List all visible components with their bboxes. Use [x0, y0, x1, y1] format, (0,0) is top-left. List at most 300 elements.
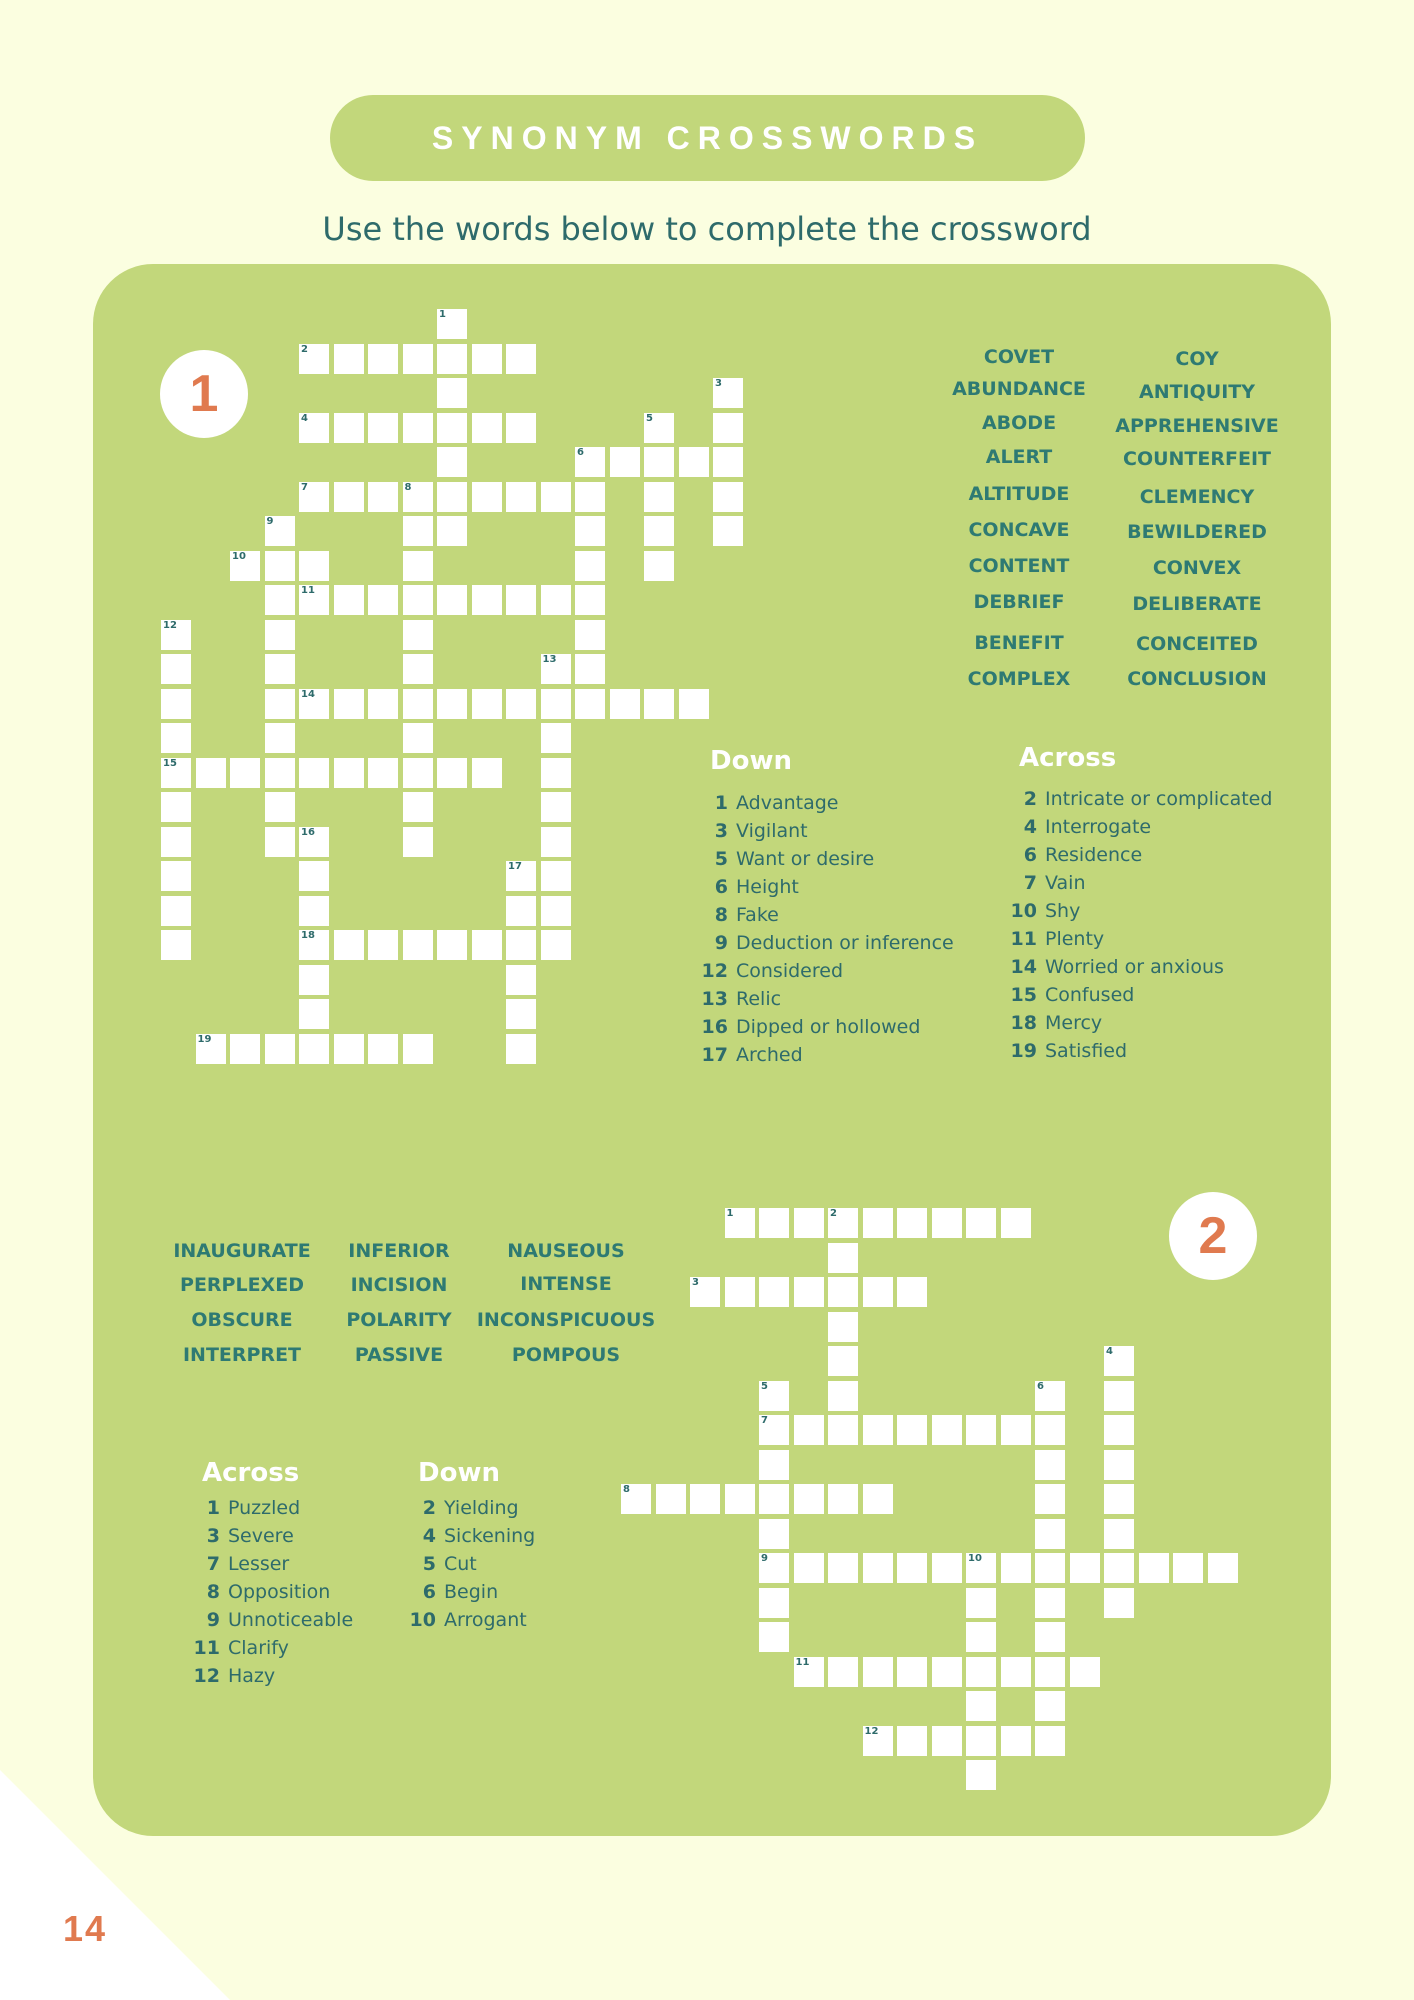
clue-item: 10 Arrogant [409, 1609, 527, 1631]
bank-word: INFERIOR [348, 1240, 450, 1262]
cell-number: 5 [646, 412, 653, 424]
crossword-cell[interactable] [161, 723, 191, 753]
crossword-cell[interactable] [575, 620, 605, 650]
crossword-cell[interactable] [713, 378, 743, 408]
crossword-cell[interactable] [265, 827, 295, 857]
crossword-cell[interactable] [897, 1553, 927, 1583]
puzzle-2-down-heading: Down [418, 1458, 500, 1488]
crossword-cell[interactable] [1001, 1657, 1031, 1687]
crossword-cell[interactable] [1104, 1450, 1134, 1480]
crossword-cell[interactable] [759, 1484, 789, 1514]
crossword-cell[interactable] [161, 827, 191, 857]
clue-item: 11 Clarify [193, 1637, 289, 1659]
crossword-cell[interactable] [403, 827, 433, 857]
cell-number: 3 [692, 1277, 699, 1288]
cell-number: 10 [968, 1553, 982, 1564]
bank-word: CONCAVE [968, 519, 1070, 541]
crossword-cell[interactable] [644, 447, 674, 477]
crossword-cell[interactable] [403, 723, 433, 753]
clue-item: 16 Dipped or hollowed [701, 1016, 921, 1038]
crossword-cell[interactable] [403, 585, 433, 615]
clue-item: 12 Considered [701, 960, 844, 982]
crossword-cell[interactable] [403, 654, 433, 684]
crossword-cell[interactable] [437, 482, 467, 512]
puzzle-2-down-clues [406, 1497, 535, 1637]
bank-word: DEBRIEF [973, 591, 1065, 613]
bank-word: INCISION [350, 1274, 448, 1296]
crossword-cell[interactable] [437, 930, 467, 960]
crossword-cell[interactable] [506, 1034, 536, 1064]
bank-word: BENEFIT [974, 632, 1064, 654]
crossword-cell[interactable] [334, 482, 364, 512]
bank-word: CONTENT [968, 555, 1070, 577]
crossword-cell[interactable] [1035, 1519, 1065, 1549]
bank-word: CONCEITED [1136, 633, 1258, 655]
crossword-cell[interactable] [472, 344, 502, 374]
crossword-cell[interactable] [334, 930, 364, 960]
clue-item: 2 Intricate or complicated [1023, 788, 1273, 810]
crossword-cell[interactable] [265, 689, 295, 719]
crossword-cell[interactable] [966, 1208, 996, 1238]
crossword-cell[interactable] [437, 447, 467, 477]
crossword-cell[interactable] [863, 1726, 893, 1756]
cell-number: 9 [761, 1553, 768, 1564]
crossword-cell[interactable] [1035, 1588, 1065, 1618]
bank-word: INAUGURATE [173, 1240, 311, 1262]
crossword-cell[interactable] [679, 689, 709, 719]
crossword-cell[interactable] [1035, 1484, 1065, 1514]
puzzle-2-across-heading: Across [202, 1458, 300, 1488]
cell-number: 5 [761, 1380, 768, 1392]
crossword-cell[interactable] [794, 1208, 824, 1238]
crossword-cell[interactable] [299, 896, 329, 926]
crossword-cell[interactable] [759, 1553, 789, 1583]
crossword-cell[interactable] [541, 792, 571, 822]
crossword-cell[interactable] [575, 654, 605, 684]
crossword-cell[interactable] [368, 930, 398, 960]
crossword-cell[interactable] [897, 1657, 927, 1687]
crossword-cell[interactable] [610, 689, 640, 719]
crossword-cell[interactable] [725, 1484, 755, 1514]
crossword-cell[interactable] [299, 965, 329, 995]
crossword-cell[interactable] [759, 1208, 789, 1238]
crossword-cell[interactable] [863, 1553, 893, 1583]
crossword-cell[interactable] [644, 551, 674, 581]
crossword-cell[interactable] [794, 1553, 824, 1583]
clue-item: 19 Satisfied [1010, 1040, 1128, 1062]
crossword-cell[interactable] [1001, 1553, 1031, 1583]
crossword-cell[interactable] [161, 896, 191, 926]
crossword-cell[interactable] [621, 1484, 651, 1514]
crossword-cell[interactable] [1035, 1691, 1065, 1721]
crossword-cell[interactable] [437, 585, 467, 615]
crossword-cell[interactable] [1001, 1208, 1031, 1238]
crossword-cell[interactable] [794, 1277, 824, 1307]
crossword-cell[interactable] [644, 413, 674, 443]
cell-number: 8 [404, 481, 412, 493]
crossword-cell[interactable] [541, 482, 571, 512]
crossword-cell[interactable] [334, 344, 364, 374]
crossword-cell[interactable] [1035, 1450, 1065, 1480]
puzzle-1-down-heading: Down [710, 746, 792, 776]
page-title: SYNONYM CROSSWORDS [431, 119, 984, 156]
crossword-cell[interactable] [506, 585, 536, 615]
crossword-cell[interactable] [575, 551, 605, 581]
clue-item: 17 Arched [701, 1044, 803, 1066]
bank-word: COUNTERFEIT [1123, 448, 1271, 470]
page-subtitle: Use the words below to complete the crossword [322, 210, 1092, 248]
crossword-cell[interactable] [759, 1450, 789, 1480]
bank-word: COMPLEX [967, 668, 1071, 690]
clue-item: 5 Want or desire [714, 848, 875, 870]
crossword-cell[interactable] [828, 1381, 858, 1411]
crossword-cell[interactable] [1139, 1553, 1169, 1583]
crossword-cell[interactable] [1104, 1346, 1134, 1376]
crossword-cell[interactable] [828, 1553, 858, 1583]
crossword-cell[interactable] [759, 1519, 789, 1549]
crossword-cell[interactable] [725, 1208, 755, 1238]
clue-item: 5 Cut [422, 1553, 477, 1575]
cell-number: 16 [301, 826, 315, 838]
puzzle-2-across-clues [190, 1497, 353, 1693]
crossword-cell[interactable] [437, 689, 467, 719]
crossword-cell[interactable] [1070, 1657, 1100, 1687]
crossword-cell[interactable] [334, 758, 364, 788]
crossword-cell[interactable] [575, 447, 605, 477]
crossword-cell[interactable] [541, 723, 571, 753]
crossword-cell[interactable] [403, 344, 433, 374]
crossword-cell[interactable] [1001, 1726, 1031, 1756]
crossword-cell[interactable] [161, 689, 191, 719]
crossword-cell[interactable] [299, 999, 329, 1029]
crossword-cell[interactable] [472, 482, 502, 512]
bank-word: ANTIQUITY [1138, 381, 1255, 403]
crossword-cell[interactable] [265, 585, 295, 615]
crossword-cell[interactable] [897, 1415, 927, 1445]
crossword-cell[interactable] [1070, 1553, 1100, 1583]
clue-item: 6 Residence [1023, 844, 1143, 866]
crossword-cell[interactable] [575, 585, 605, 615]
bank-word: ALERT [985, 446, 1053, 468]
bank-word: INTENSE [520, 1273, 612, 1295]
crossword-cell[interactable] [437, 516, 467, 546]
crossword-cell[interactable] [828, 1657, 858, 1687]
puzzle-1-badge: 1 [160, 350, 248, 438]
crossword-cell[interactable] [828, 1277, 858, 1307]
clue-item: 1 Advantage [714, 792, 839, 814]
crossword-cell[interactable] [575, 482, 605, 512]
crossword-cell[interactable] [541, 827, 571, 857]
crossword-cell[interactable] [932, 1208, 962, 1238]
crossword-cell[interactable] [196, 758, 226, 788]
clue-item: 7 Lesser [206, 1553, 290, 1575]
clue-item: 10 Shy [1010, 900, 1081, 922]
crossword-cell[interactable] [966, 1553, 996, 1583]
crossword-cell[interactable] [299, 689, 329, 719]
crossword-cell[interactable] [472, 689, 502, 719]
crossword-cell[interactable] [690, 1484, 720, 1514]
crossword-cell[interactable] [1104, 1588, 1134, 1618]
crossword-cell[interactable] [403, 516, 433, 546]
bank-word: CLEMENCY [1139, 486, 1255, 508]
crossword-cell[interactable] [368, 1034, 398, 1064]
cell-number: 6 [1037, 1380, 1044, 1392]
crossword-cell[interactable] [506, 861, 536, 891]
crossword-cell[interactable] [541, 689, 571, 719]
crossword-cell[interactable] [161, 930, 191, 960]
crossword-cell[interactable] [1035, 1726, 1065, 1756]
crossword-cell[interactable] [897, 1726, 927, 1756]
bank-word: NAUSEOUS [507, 1240, 625, 1262]
crossword-cell[interactable] [403, 1034, 433, 1064]
crossword-cell[interactable] [759, 1381, 789, 1411]
crossword-cell[interactable] [794, 1415, 824, 1445]
crossword-cell[interactable] [759, 1622, 789, 1652]
bank-word: CONCLUSION [1127, 668, 1267, 690]
crossword-cell[interactable] [403, 413, 433, 443]
crossword-cell[interactable] [932, 1657, 962, 1687]
crossword-cell[interactable] [334, 413, 364, 443]
crossword-cell[interactable] [299, 585, 329, 615]
crossword-cell[interactable] [161, 792, 191, 822]
cell-number: 6 [577, 447, 584, 458]
crossword-cell[interactable] [506, 689, 536, 719]
crossword-cell[interactable] [541, 896, 571, 926]
crossword-cell[interactable] [299, 861, 329, 891]
crossword-cell[interactable] [437, 758, 467, 788]
crossword-cell[interactable] [1035, 1415, 1065, 1445]
crossword-cell[interactable] [541, 585, 571, 615]
crossword-cell[interactable] [863, 1208, 893, 1238]
cell-number: 8 [623, 1484, 630, 1495]
crossword-cell[interactable] [403, 551, 433, 581]
crossword-cell[interactable] [644, 516, 674, 546]
crossword-cell[interactable] [966, 1622, 996, 1652]
crossword-cell[interactable] [161, 620, 191, 650]
crossword-cell[interactable] [644, 689, 674, 719]
crossword-cell[interactable] [506, 344, 536, 374]
crossword-cell[interactable] [472, 413, 502, 443]
clue-item: 7 Vain [1023, 872, 1086, 894]
crossword-cell[interactable] [794, 1657, 824, 1687]
clue-item: 4 Interrogate [1023, 816, 1152, 838]
crossword-cell[interactable] [656, 1484, 686, 1514]
bank-word: COVET [983, 346, 1055, 368]
crossword-cell[interactable] [932, 1415, 962, 1445]
cell-number: 12 [864, 1725, 879, 1737]
crossword-cell[interactable] [863, 1484, 893, 1514]
crossword-cell[interactable] [506, 413, 536, 443]
clue-item: 14 Worried or anxious [1010, 956, 1224, 978]
crossword-cell[interactable] [265, 1034, 295, 1064]
crossword-cell[interactable] [966, 1760, 996, 1790]
crossword-cell[interactable] [368, 344, 398, 374]
crossword-cell[interactable] [1104, 1484, 1134, 1514]
crossword-cell[interactable] [966, 1726, 996, 1756]
crossword-cell[interactable] [265, 516, 295, 546]
bank-word: PERPLEXED [180, 1274, 304, 1296]
bank-word: ABUNDANCE [952, 378, 1086, 400]
clue-item: 12 Hazy [193, 1665, 276, 1687]
crossword-cell[interactable] [966, 1415, 996, 1445]
bank-word: POLARITY [346, 1309, 452, 1331]
crossword-cell[interactable] [403, 620, 433, 650]
crossword-cell[interactable] [1104, 1519, 1134, 1549]
clue-item: 11 Plenty [1010, 928, 1105, 950]
crossword-cell[interactable] [1035, 1553, 1065, 1583]
crossword-cell[interactable] [966, 1691, 996, 1721]
crossword-cell[interactable] [265, 792, 295, 822]
crossword-cell[interactable] [437, 413, 467, 443]
crossword-cell[interactable] [368, 585, 398, 615]
crossword-cell[interactable] [230, 551, 260, 581]
crossword-cell[interactable] [368, 758, 398, 788]
crossword-cell[interactable] [1035, 1381, 1065, 1411]
clue-item: 8 Opposition [206, 1581, 331, 1603]
crossword-cell[interactable] [472, 930, 502, 960]
crossword-cell[interactable] [334, 1034, 364, 1064]
crossword-cell[interactable] [403, 482, 433, 512]
crossword-cell[interactable] [541, 930, 571, 960]
crossword-cell[interactable] [437, 344, 467, 374]
crossword-cell[interactable] [713, 413, 743, 443]
crossword-cell[interactable] [828, 1415, 858, 1445]
crossword-cell[interactable] [828, 1208, 858, 1238]
crossword-cell[interactable] [437, 378, 467, 408]
crossword-cell[interactable] [196, 1034, 226, 1064]
crossword-cell[interactable] [161, 861, 191, 891]
crossword-cell[interactable] [265, 654, 295, 684]
clue-item: 9 Unnoticeable [206, 1609, 354, 1631]
clue-item: 1 Puzzled [206, 1497, 301, 1519]
crossword-cell[interactable] [506, 999, 536, 1029]
crossword-cell[interactable] [265, 620, 295, 650]
crossword-cell[interactable] [299, 930, 329, 960]
crossword-cell[interactable] [472, 585, 502, 615]
crossword-cell[interactable] [1104, 1381, 1134, 1411]
page-number: 14 [63, 1908, 108, 1949]
crossword-cell[interactable] [828, 1243, 858, 1273]
crossword-cell[interactable] [828, 1346, 858, 1376]
crossword-cell[interactable] [437, 309, 467, 339]
bank-word: INCONSPICUOUS [476, 1309, 656, 1331]
crossword-cell[interactable] [794, 1484, 824, 1514]
crossword-cell[interactable] [575, 516, 605, 546]
crossword-cell[interactable] [932, 1553, 962, 1583]
crossword-cell[interactable] [863, 1277, 893, 1307]
crossword-cell[interactable] [1104, 1415, 1134, 1445]
crossword-cell[interactable] [897, 1208, 927, 1238]
crossword-cell[interactable] [230, 1034, 260, 1064]
crossword-cell[interactable] [541, 654, 571, 684]
crossword-cell[interactable] [299, 758, 329, 788]
crossword-cell[interactable] [299, 482, 329, 512]
crossword-cell[interactable] [506, 896, 536, 926]
crossword-cell[interactable] [299, 551, 329, 581]
crossword-cell[interactable] [610, 447, 640, 477]
crossword-cell[interactable] [299, 344, 329, 374]
crossword-cell[interactable] [299, 1034, 329, 1064]
crossword-cell[interactable] [897, 1277, 927, 1307]
crossword-cell[interactable] [828, 1484, 858, 1514]
crossword-cell[interactable] [966, 1657, 996, 1687]
crossword-cell[interactable] [1173, 1553, 1203, 1583]
crossword-cell[interactable] [506, 965, 536, 995]
crossword-cell[interactable] [1104, 1553, 1134, 1583]
crossword-cell[interactable] [828, 1312, 858, 1342]
cell-number: 14 [301, 688, 315, 700]
cell-number: 11 [301, 585, 315, 596]
crossword-cell[interactable] [759, 1588, 789, 1618]
crossword-cell[interactable] [265, 758, 295, 788]
crossword-cell[interactable] [644, 482, 674, 512]
crossword-cell[interactable] [368, 689, 398, 719]
crossword-cell[interactable] [759, 1277, 789, 1307]
crossword-cell[interactable] [725, 1277, 755, 1307]
cell-number: 7 [761, 1415, 768, 1426]
crossword-cell[interactable] [265, 723, 295, 753]
bank-word: CONVEX [1152, 557, 1242, 579]
crossword-cell[interactable] [161, 758, 191, 788]
crossword-cell[interactable] [966, 1588, 996, 1618]
cell-number: 2 [830, 1208, 837, 1219]
crossword-cell[interactable] [1035, 1622, 1065, 1652]
crossword-cell[interactable] [472, 758, 502, 788]
crossword-cell[interactable] [541, 861, 571, 891]
bank-word: ALTITUDE [968, 483, 1070, 505]
cell-number: 11 [795, 1656, 810, 1668]
crossword-cell[interactable] [1001, 1415, 1031, 1445]
crossword-cell[interactable] [403, 758, 433, 788]
cell-number: 12 [163, 619, 177, 631]
crossword-cell[interactable] [575, 689, 605, 719]
crossword-cell[interactable] [713, 516, 743, 546]
crossword-cell[interactable] [690, 1277, 720, 1307]
crossword-cell[interactable] [334, 585, 364, 615]
crossword-cell[interactable] [161, 654, 191, 684]
crossword-cell[interactable] [863, 1415, 893, 1445]
crossword-cell[interactable] [1208, 1553, 1238, 1583]
clue-item: 2 Yielding [422, 1497, 519, 1519]
bank-word: OBSCURE [191, 1309, 293, 1331]
crossword-cell[interactable] [299, 827, 329, 857]
crossword-cell[interactable] [403, 930, 433, 960]
crossword-cell[interactable] [1035, 1657, 1065, 1687]
cell-number: 17 [508, 861, 522, 872]
crossword-cell[interactable] [863, 1657, 893, 1687]
crossword-cell[interactable] [403, 792, 433, 822]
crossword-cell[interactable] [713, 447, 743, 477]
crossword-cell[interactable] [759, 1415, 789, 1445]
crossword-cell[interactable] [506, 930, 536, 960]
cell-number: 4 [301, 412, 308, 424]
crossword-cell[interactable] [334, 689, 364, 719]
crossword-cell[interactable] [679, 447, 709, 477]
crossword-cell[interactable] [265, 551, 295, 581]
crossword-cell[interactable] [506, 482, 536, 512]
crossword-cell[interactable] [368, 482, 398, 512]
puzzle-1-across-clues [1007, 788, 1272, 1068]
crossword-cell[interactable] [403, 689, 433, 719]
crossword-cell[interactable] [299, 413, 329, 443]
crossword-cell[interactable] [713, 482, 743, 512]
crossword-cell[interactable] [230, 758, 260, 788]
crossword-cell[interactable] [932, 1726, 962, 1756]
cell-number: 10 [232, 550, 246, 562]
crossword-cell[interactable] [541, 758, 571, 788]
crossword-cell[interactable] [368, 413, 398, 443]
clue-item: 9 Deduction or inference [714, 932, 954, 954]
